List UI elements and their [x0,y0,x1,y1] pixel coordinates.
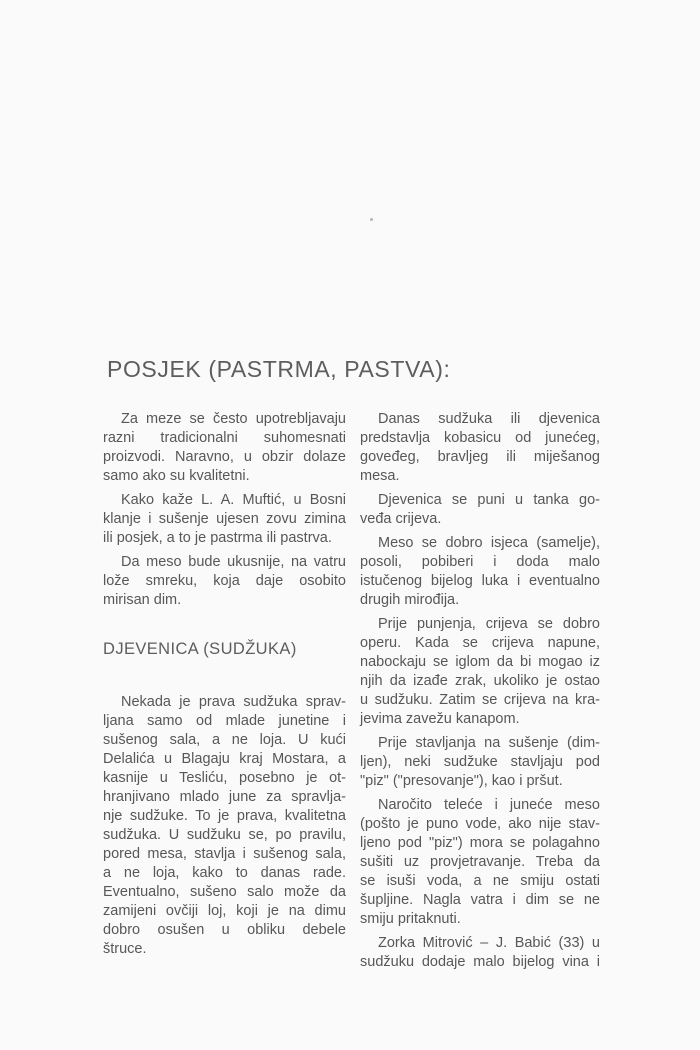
text-line: Kako kaže L. A. Muftić, u Bosni [121,492,346,508]
text-line: razni tradicionalni suhomesnati [103,430,346,446]
text-line: štruce. [103,941,147,957]
text-line: sušenog sala, a ne loja. U kući [103,732,346,748]
text-line: sudžuku dodaje malo bijelog vina i [360,954,600,970]
text-line: Zorka Mitrović – J. Babić (33) u [378,935,600,951]
paragraph [360,615,600,729]
text-line: samo ako su kvalitetni. [103,468,250,484]
text-line: operu. Kada se crijeva napune, [360,635,600,651]
text-line: Za meze se često upotrebljavaju [121,411,346,427]
text-line: proizvodi. Naravno, u obzir dolaze [103,449,346,465]
paragraph [103,410,346,486]
text-line: lože smreku, koja daje osobito [103,573,346,589]
text-line: se isuši voda, a ne smiju ostati [360,873,600,889]
text-line: dobro osušen u obliku debele [103,922,346,938]
text-line: goveđeg, bravljeg ili miješanog [360,449,600,465]
section-heading: DJEVENICA (SUDŽUKA) [103,640,297,658]
left-column [103,410,346,977]
text-line: (pošto je puno vode, ako nije stav- [360,816,600,832]
paragraph [360,934,600,972]
text-line: pored mesa, stavlja i sušenog sala, [103,846,346,862]
text-line: hranjivano mlado june za spravlja- [103,789,346,805]
text-line: ili posjek, a to je pastrma ili pastrva. [103,530,332,546]
text-line: a ne loja, kako to danas rade. [103,865,346,881]
text-line: posoli, pobiberi i doda malo [360,554,600,570]
paragraph [360,796,600,929]
scan-artifact-dot [370,218,373,221]
text-line: u sudžuku. Zatim se crijeva na kra- [360,692,600,708]
text-line: mirisan dim. [103,592,182,608]
text-line: drugih mirođija. [360,592,460,608]
text-line: Danas sudžuka ili djevenica [378,411,600,427]
paragraph [360,410,600,486]
paragraph [360,734,600,791]
text-line: Meso se dobro isjeca (samelje), [378,535,600,551]
text-line: klanje i sušenje ujesen zovu zimina [103,511,346,527]
text-line: Nekada je prava sudžuka sprav- [121,694,346,710]
text-line: Delalića u Blagaju kraj Mostara, a [103,751,346,767]
text-line: kasnije u Tesliću, posebno je ot- [103,770,346,786]
paragraph [360,534,600,610]
text-line: mesa. [360,468,400,484]
text-line: ljeno pod "piz") mora se polagahno [360,835,600,851]
paragraph [103,491,346,548]
text-line: "piz" ("presovanje"), kao i pršut. [360,773,563,789]
text-line: predstavlja kobasicu od junećeg, [360,430,600,446]
text-columns [103,410,600,977]
text-line: nabockaju se iglom da bi mogao iz [360,654,600,670]
page-title: POSJEK (PASTRMA, PASTVA): [107,356,451,382]
text-line: istučenog bijelog luka i eventualno [360,573,600,589]
text-line: Naročito teleće i juneće meso [378,797,600,813]
text-line: Da meso bude ukusnije, na vatru [121,554,346,570]
text-line: sušiti uz provjetravanje. Treba da [360,854,600,870]
text-line: smiju pritaknuti. [360,911,461,927]
paragraph [360,491,600,529]
text-line: ljana samo od mlade junetine i [103,713,346,729]
text-line: nje sudžuke. To je prava, kvalitetna [103,808,346,824]
text-line: njih da izađe zrak, ukoliko je ostao [360,673,600,689]
text-line: sudžuka. U sudžuku se, po pravilu, [103,827,346,843]
text-line: Prije punjenja, crijeva se dobro [378,616,600,632]
text-line: veđa crijeva. [360,511,442,527]
paragraph [103,553,346,610]
paragraph [103,693,346,959]
text-line: Eventualno, sušeno salo može da [103,884,346,900]
text-line: šupljine. Nagla vatra i dim se ne [360,892,600,908]
text-line: zamijeni ovčiji loj, koji je na dimu [103,903,346,919]
text-line: Djevenica se puni u tanka go- [378,492,600,508]
text-line: Prije stavljanja na sušenje (dim- [378,735,600,751]
right-column [360,410,600,977]
text-line: jevima zavežu kanapom. [360,711,520,727]
text-line: ljen), neki sudžuke stavljaju pod [360,754,600,770]
